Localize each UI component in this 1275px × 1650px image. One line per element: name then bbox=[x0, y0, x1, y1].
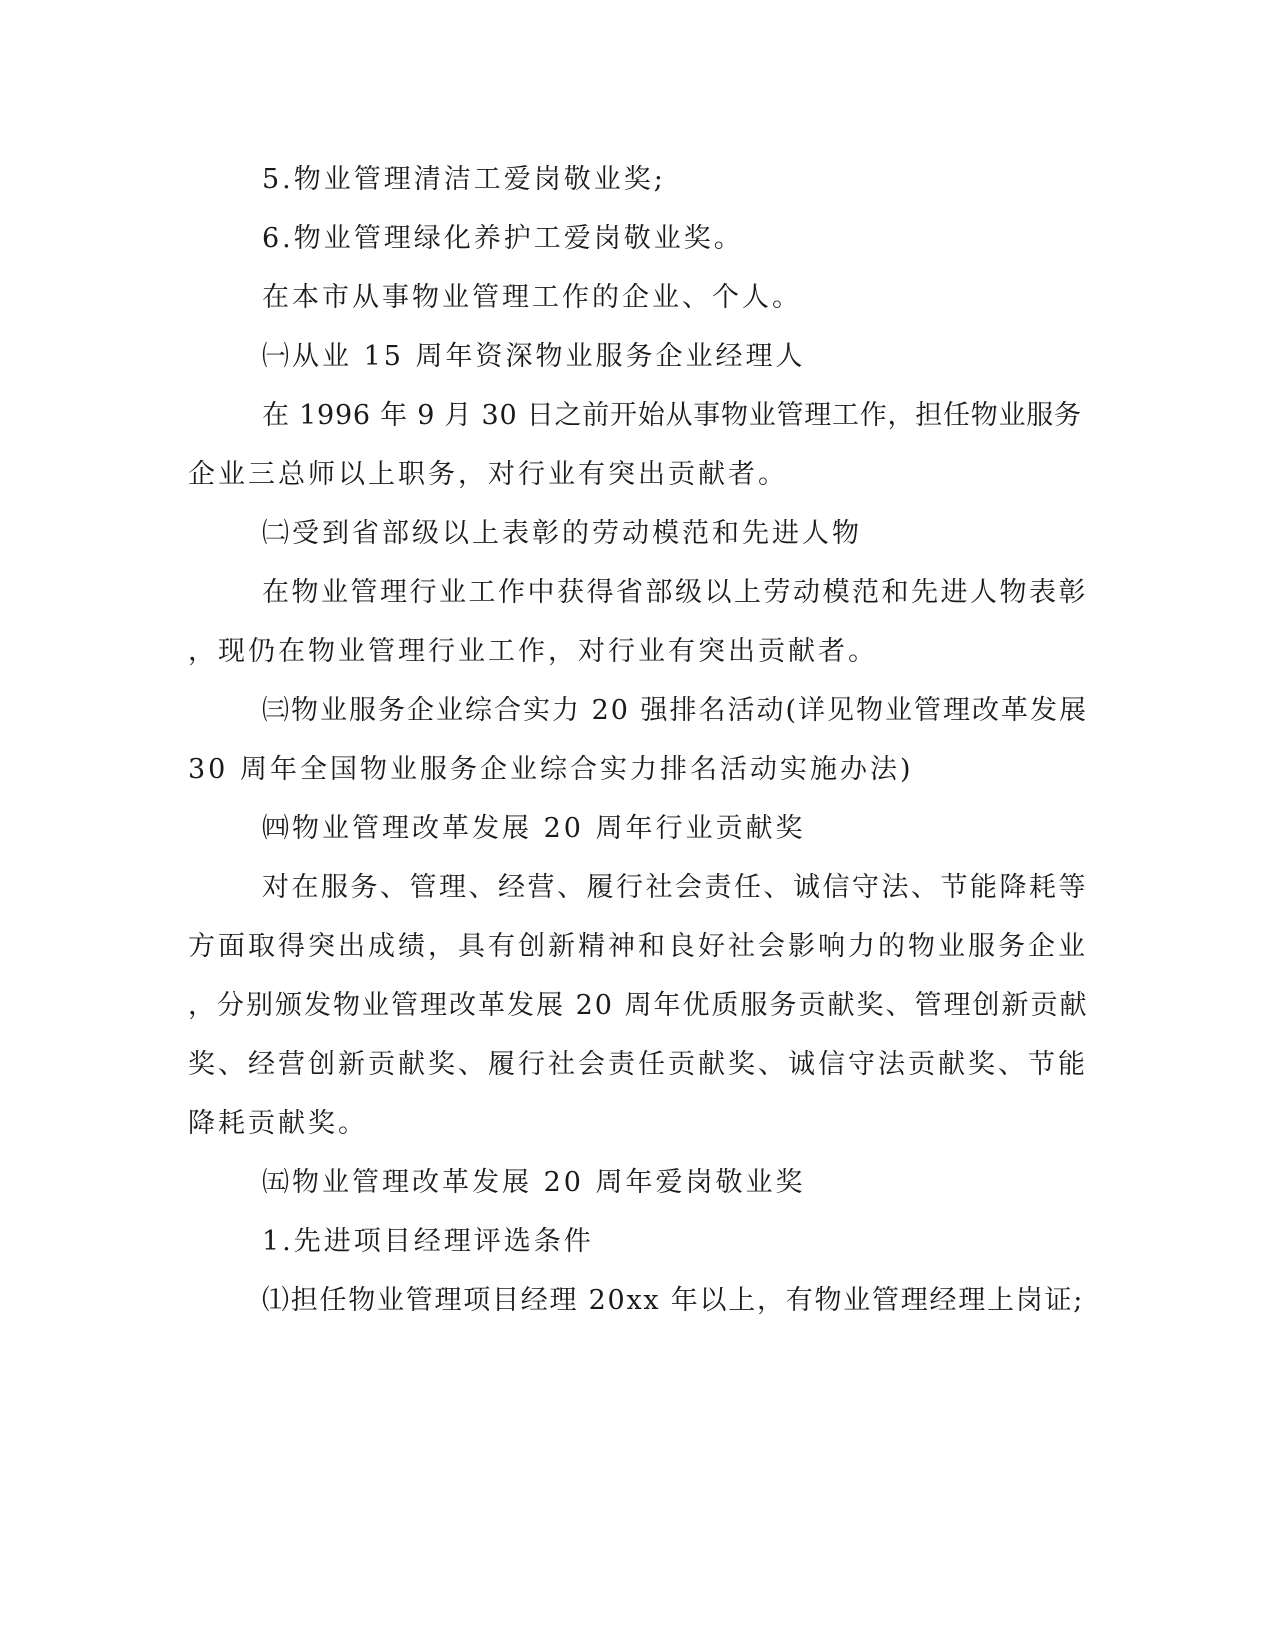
text-line: 6.物业管理绿化养护工爱岗敬业奖。 bbox=[262, 223, 744, 254]
text-line: 对在服务、管理、经营、履行社会责任、诚信守法、节能降耗等 bbox=[262, 872, 1088, 903]
text-line: ㈣物业管理改革发展 20 周年行业贡献奖 bbox=[262, 813, 806, 844]
text-line: 企业三总师以上职务，对行业有突出贡献者。 bbox=[188, 459, 788, 490]
text-line: 在物业管理行业工作中获得省部级以上劳动模范和先进人物表彰 bbox=[262, 577, 1088, 608]
text-line: 方面取得突出成绩，具有创新精神和良好社会影响力的物业服务企业 bbox=[188, 931, 1088, 962]
text-line: 1.先进项目经理评选条件 bbox=[262, 1226, 594, 1257]
text-line: ，分别颁发物业管理改革发展 20 周年优质服务贡献奖、管理创新贡献 bbox=[188, 990, 1089, 1021]
text-line: ㈢物业服务企业综合实力 20 强排名活动(详见物业管理改革发展 bbox=[262, 695, 1089, 726]
text-line: 在本市从事物业管理工作的企业、个人。 bbox=[262, 282, 802, 313]
text-line: ㈠从业 15 周年资深物业服务企业经理人 bbox=[262, 341, 806, 372]
text-line: 30 周年全国物业服务企业综合实力排名活动实施办法) bbox=[188, 754, 914, 785]
text-line: ㈡受到省部级以上表彰的劳动模范和先进人物 bbox=[262, 518, 862, 549]
text-line: ⑴担任物业管理项目经理 20xx 年以上，有物业管理经理上岗证; bbox=[262, 1285, 1085, 1316]
text-line: ㈤物业管理改革发展 20 周年爱岗敬业奖 bbox=[262, 1167, 806, 1198]
text-line: 奖、经营创新贡献奖、履行社会责任贡献奖、诚信守法贡献奖、节能 bbox=[188, 1049, 1088, 1080]
text-line: 5.物业管理清洁工爱岗敬业奖; bbox=[262, 164, 666, 195]
text-line: 降耗贡献奖。 bbox=[188, 1108, 368, 1139]
text-line: 在 1996 年 9 月 30 日之前开始从事物业管理工作，担任物业服务 bbox=[262, 400, 1082, 431]
text-line: ，现仍在物业管理行业工作，对行业有突出贡献者。 bbox=[188, 636, 878, 667]
